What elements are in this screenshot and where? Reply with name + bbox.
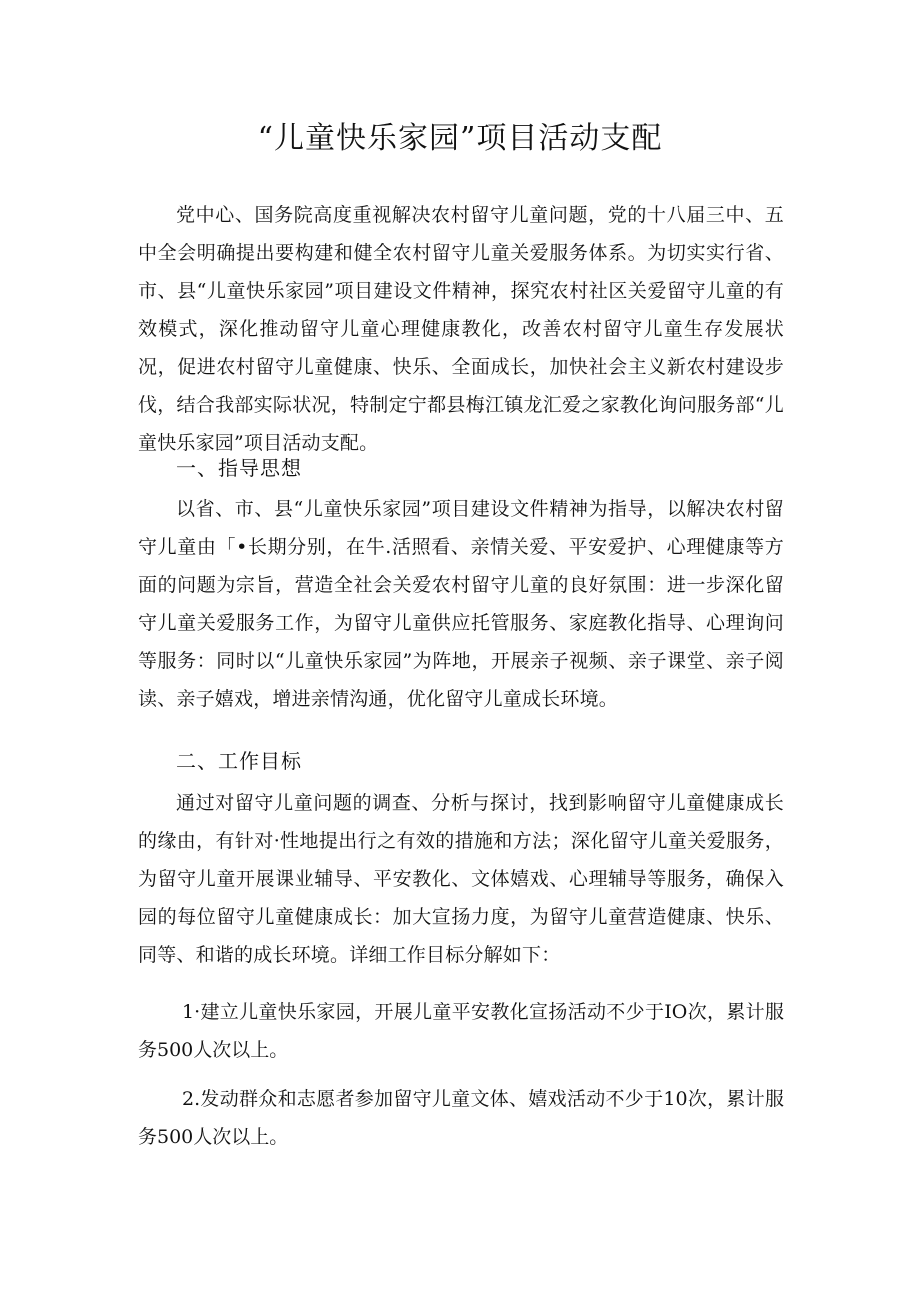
goal-list-item: 1·建立儿童快乐家园，开展儿童平安教化宣扬活动不少于IO次，累计服务500人次以上。 [138, 1001, 784, 1061]
intro-paragraph: 党中心、国务院高度重视解决农村留守儿童问题，党的十八届三中、五中全会明确提出要构建和健全农村留守儿童关爱服务体系。为切实实行省、市、县“儿童快乐家园”项目建设文件精神，探究农村社区关爱留守儿童的有效模式，深化推动留守儿童心理健康教化，改善农村留守儿童生存发展状况，促进农村留守儿童健康、快乐、全面成长，加快社会主义新农村建设步伐，结合我部实际状况，特制定宁都县梅江镇龙汇爱之家教化询问服务部“儿童快乐家园”项目活动支配。 [138, 204, 784, 454]
section-heading-work-goals: 二、工作目标 [176, 749, 302, 773]
section-body-guiding-ideology: 以省、市、县“儿童快乐家园”项目建设文件精神为指导，以解决农村留守儿童由「•长期分别，在牛.活照看、亲情关爱、平安爱护、心理健康等方面的问题为宗旨，营造全社会关爱农村留守儿童的良好氛围：进一步深化留守儿童关爱服务工作，为留守儿童供应托管服务、家庭教化指导、心理询问等服务：同时以“儿童快乐家园”为阵地，开展亲子视频、亲子课堂、亲子阅读、亲子嬉戏，增进亲情沟通，优化留守儿童成长环境。 [138, 498, 784, 710]
document-title: “儿童快乐家园”项目活动支配 [257, 121, 663, 156]
goal-list-item: 2.发动群众和志愿者参加留守儿童文体、嬉戏活动不少于10次，累计服务500人次以上。 [138, 1088, 784, 1148]
section-body-work-goals: 通过对留守儿童问题的调查、分析与探讨，找到影响留守儿童健康成长的缘由，有针对·性地提出行之有效的措施和方法；深化留守儿童关爱服务，为留守儿童开展课业辅导、平安教化、文体嬉戏、心理辅导等服务，确保入园的每位留守儿童健康成长：加大宣扬力度，为留守儿童营造健康、快乐、同等、和谐的成长环境。详细工作目标分解如下： [138, 792, 784, 966]
section-heading-guiding-ideology: 一、指导思想 [176, 456, 302, 480]
